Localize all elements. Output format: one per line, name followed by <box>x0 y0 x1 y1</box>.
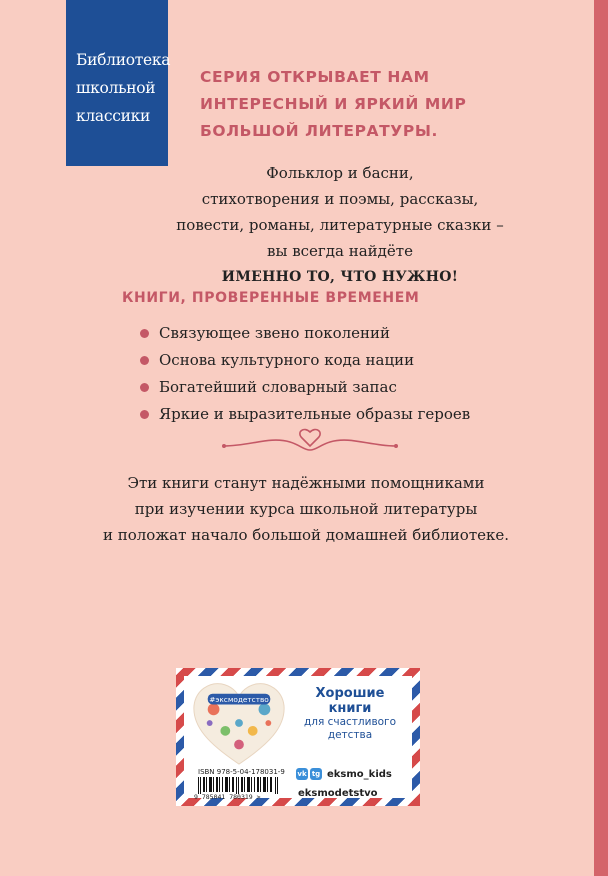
headline-line: БОЛЬШОЙ ЛИТЕРАТУРЫ. <box>200 122 438 140</box>
barcode-number: 9 785041 780319 > <box>194 793 261 801</box>
bullet-dot <box>140 383 149 392</box>
social-handle: eksmo_kids <box>327 768 392 780</box>
social-row <box>296 768 392 780</box>
intro-line: повести, романы, литературные сказки – <box>176 216 504 234</box>
heart-logo-icon <box>190 680 288 768</box>
isbn-text: ISBN 978-5-04-178031-9 <box>198 768 285 776</box>
features-title: КНИГИ, ПРОВЕРЕННЫЕ ВРЕМЕНЕМ <box>122 290 420 306</box>
headline-line: ИНТЕРЕСНЫЙ И ЯРКИЙ МИР <box>200 95 467 113</box>
tagline-big: книги <box>328 701 372 716</box>
intro-emphasis: ИМЕННО ТО, ЧТО НУЖНО! <box>221 269 459 285</box>
closing-line: Эти книги станут надёжными помощниками <box>127 474 485 492</box>
mail-card <box>176 668 420 806</box>
list-item <box>140 347 520 374</box>
closing-paragraph <box>96 470 516 548</box>
bullet-dot <box>140 410 149 419</box>
feature-text: Связующее звено поколений <box>159 324 391 342</box>
closing-line: при изучении курса школьной литературы <box>134 500 478 518</box>
tagline-small: для счастливого <box>303 716 396 728</box>
series-badge-line: Библиотека <box>76 51 171 69</box>
telegram-icon: tg <box>311 770 321 778</box>
bullet-dot <box>140 356 149 365</box>
feature-text: Яркие и выразительные образы героев <box>159 405 471 423</box>
card-tagline <box>292 686 408 742</box>
series-badge <box>66 0 171 166</box>
flourish-ornament <box>220 424 400 464</box>
bullet-dot <box>140 329 149 338</box>
barcode-icon <box>198 777 280 794</box>
tagline-big: Хорошие <box>315 686 385 701</box>
series-badge-line: школьной <box>76 79 156 97</box>
closing-line: и положат начало большой домашней библиотеке. <box>102 526 510 544</box>
features-list <box>140 320 520 428</box>
intro-line: Фольклор и басни, <box>266 164 414 182</box>
website-label: eksmodetstvo <box>298 788 378 799</box>
intro-line: стихотворения и поэмы, рассказы, <box>201 190 479 208</box>
list-item <box>140 320 520 347</box>
intro-paragraph <box>150 160 530 290</box>
headline <box>200 64 600 145</box>
vk-icon: vk <box>297 770 307 778</box>
mail-card-inner <box>184 676 412 801</box>
headline-line: СЕРИЯ ОТКРЫВАЕТ НАМ <box>200 68 430 86</box>
hashtag-label: #эксмодетство <box>209 695 269 704</box>
feature-text: Основа культурного кода нации <box>159 351 415 369</box>
intro-line: вы всегда найдёте <box>267 242 413 260</box>
feature-text: Богатейший словарный запас <box>159 378 397 396</box>
tagline-small: детства <box>327 729 373 741</box>
list-item <box>140 374 520 401</box>
series-badge-line: классики <box>76 107 151 125</box>
